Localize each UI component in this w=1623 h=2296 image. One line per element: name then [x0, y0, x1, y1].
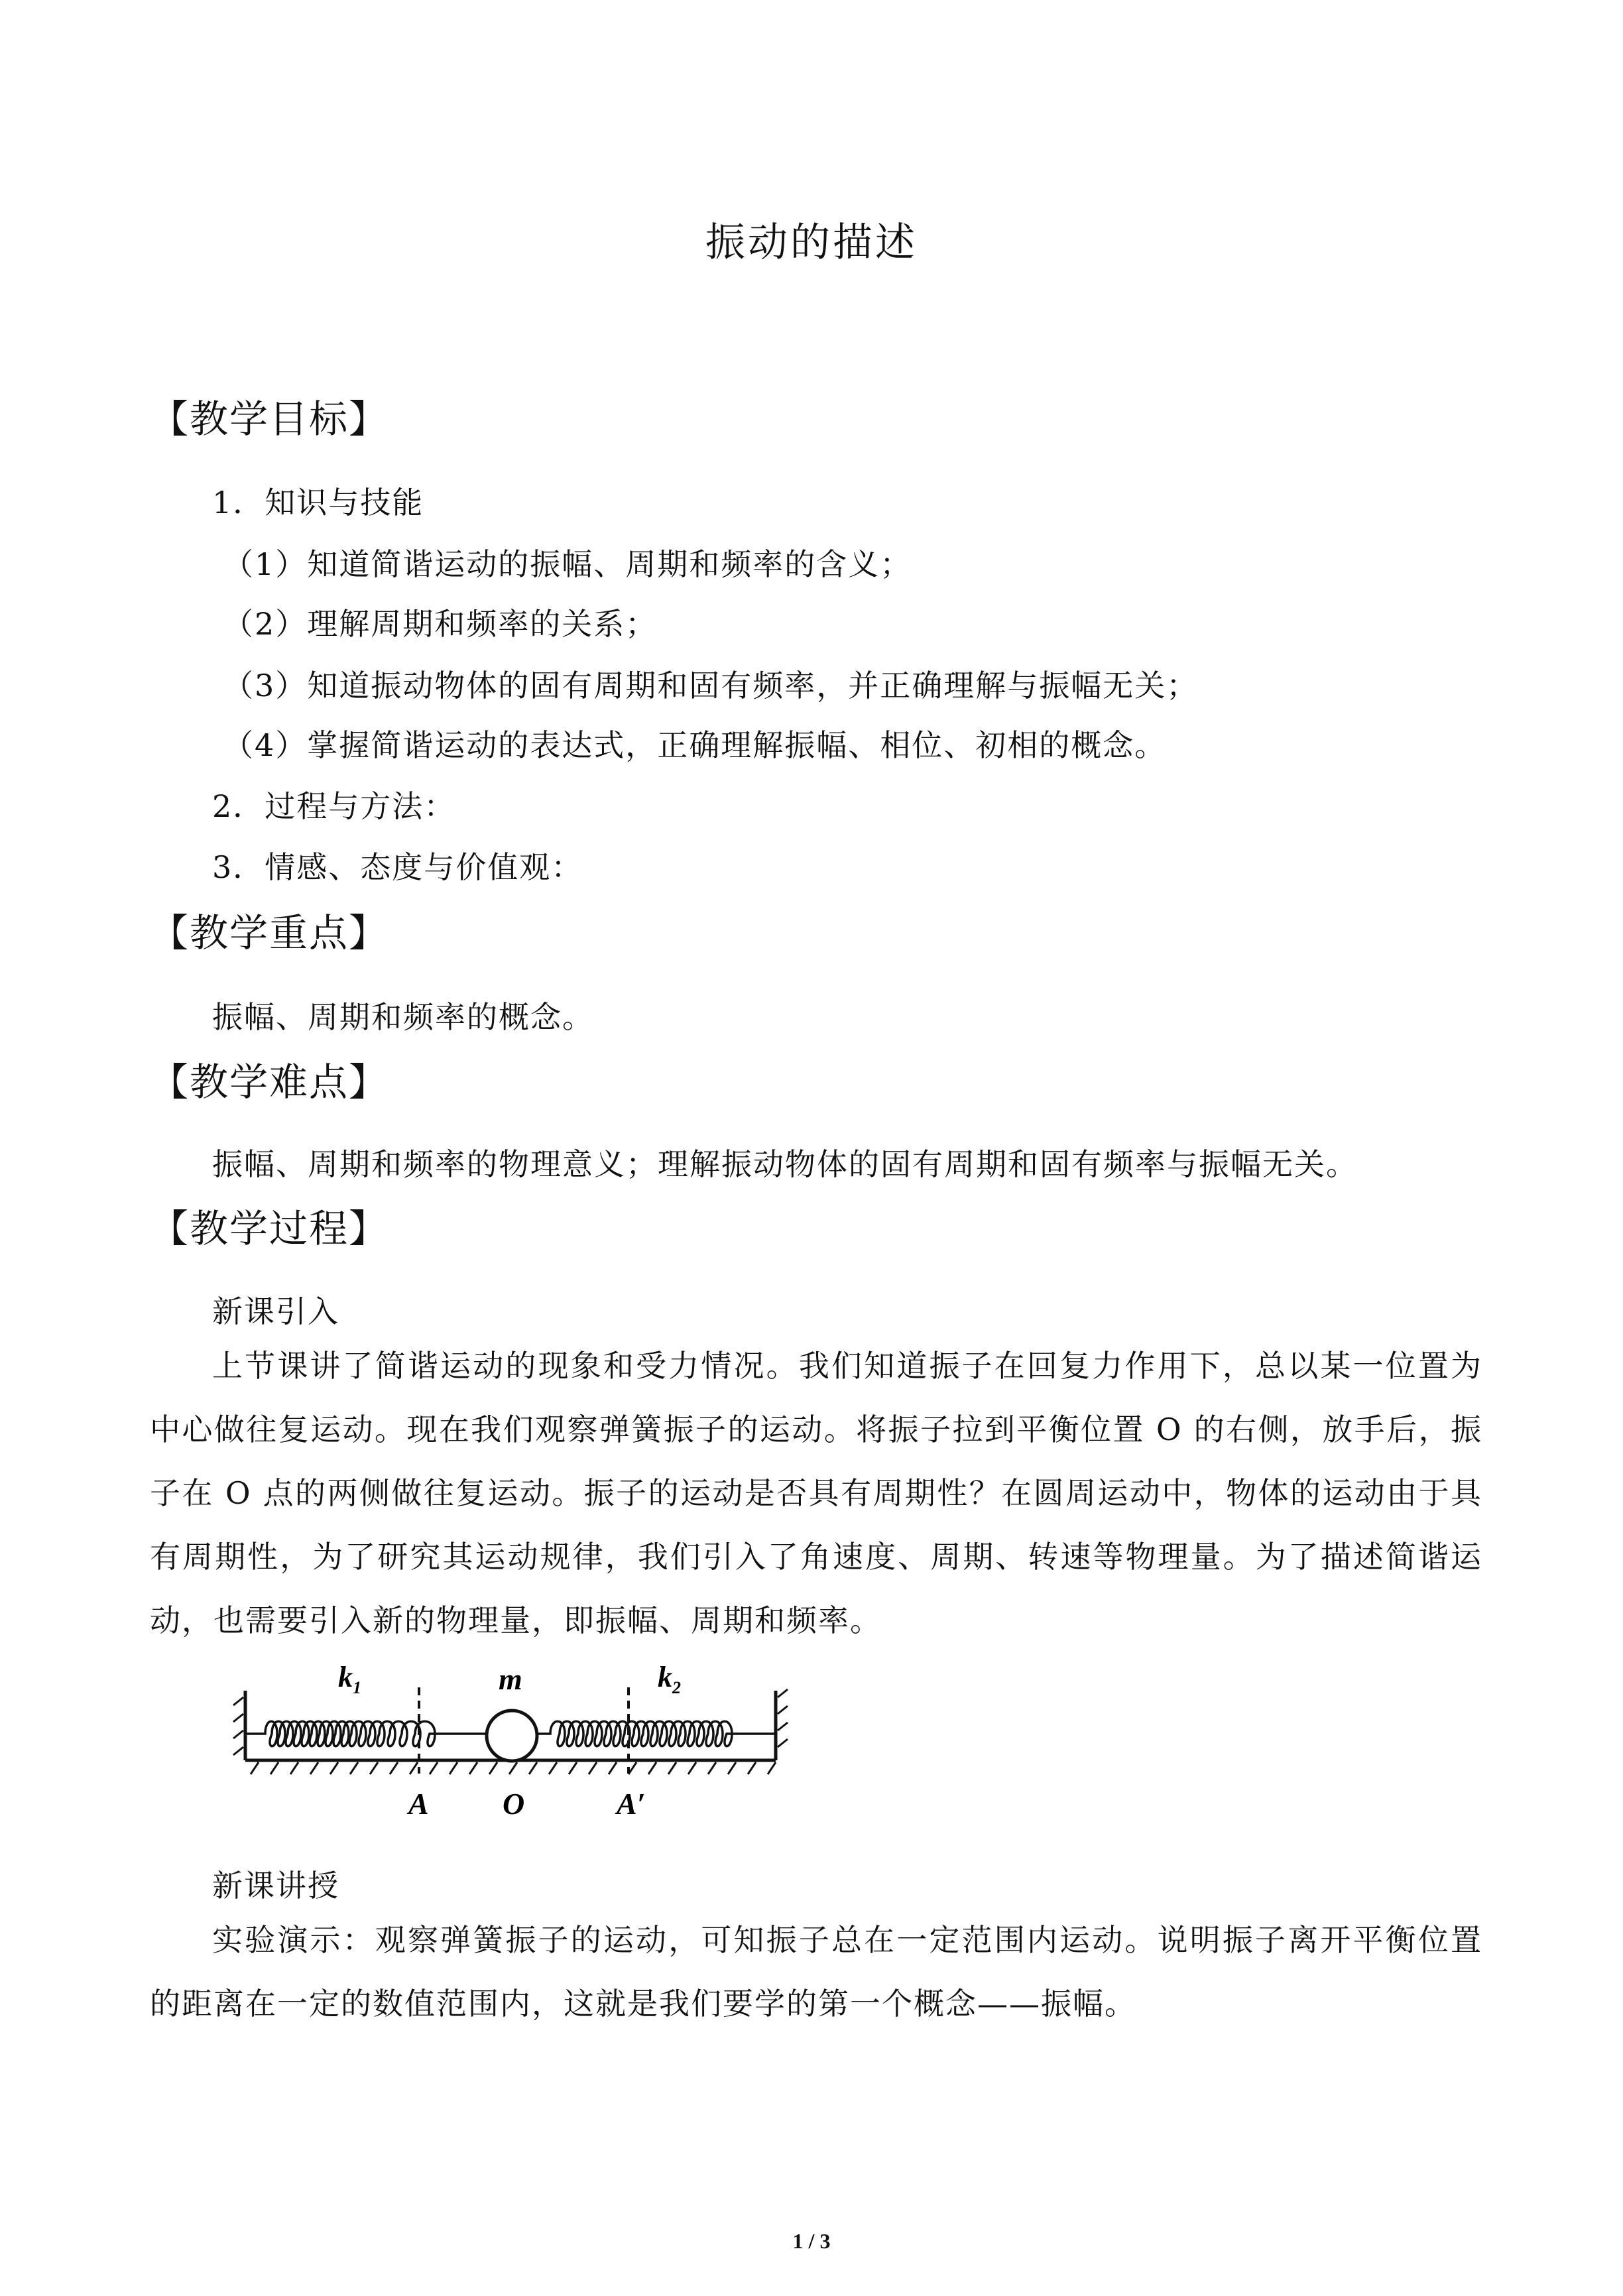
teach-label: 新课讲授	[212, 1868, 339, 1903]
objective-item-3: 3．情感、态度与价值观：	[212, 849, 583, 885]
objective-sub-1: （1）知道简谐运动的振幅、周期和频率的含义；	[223, 546, 912, 582]
spring-k2	[537, 1721, 776, 1746]
teach-paragraph: 实验演示：观察弹簧振子的运动，可知振子总在一定范围内运动。说明振子离开平衡位置的距离在一定的数值范围内，这就是我们要学的第一个概念——振幅。	[150, 1922, 1482, 2022]
right-wall-hatching	[778, 1689, 788, 1747]
objective-item-2: 2．过程与方法：	[212, 788, 456, 824]
label-k2: $k_2$	[658, 1661, 681, 1697]
spring-k1	[245, 1721, 485, 1746]
label-A: A	[408, 1787, 429, 1821]
heading-objectives: 【教学目标】	[150, 396, 389, 442]
page-number: 1 / 3	[792, 2229, 831, 2253]
label-O: O	[503, 1787, 525, 1821]
key-points-text: 振幅、周期和频率的概念。	[212, 999, 594, 1035]
floor-hatching	[251, 1762, 776, 1774]
label-m: m	[499, 1662, 522, 1696]
objective-item-1: 1．知识与技能	[212, 485, 424, 520]
objective-sub-4: （4）掌握简谐运动的表达式，正确理解振幅、相位、初相的概念。	[223, 727, 1167, 763]
objective-sub-3: （3）知道振动物体的固有周期和固有频率，并正确理解与振幅无关；	[223, 668, 1199, 703]
label-k1: $k_1$	[338, 1661, 361, 1697]
heading-process: 【教学过程】	[150, 1206, 389, 1251]
left-wall-hatching	[233, 1697, 243, 1755]
heading-key-points: 【教学重点】	[150, 910, 389, 955]
mass-ball	[487, 1711, 537, 1761]
difficulties-text: 振幅、周期和频率的物理意义；理解振动物体的固有周期和固有频率与振幅无关。	[212, 1146, 1358, 1182]
heading-difficulties: 【教学难点】	[150, 1059, 389, 1105]
spring-oscillator-figure	[219, 1651, 802, 1837]
label-A-prime: A′	[617, 1787, 646, 1821]
document-title: 振动的描述	[705, 219, 918, 266]
objective-sub-2: （2）理解周期和频率的关系；	[223, 606, 658, 642]
intro-label: 新课引入	[212, 1294, 339, 1329]
intro-paragraph: 上节课讲了简谐运动的现象和受力情况。我们知道振子在回复力作用下，总以某一位置为中心做往复运动。现在我们观察弹簧振子的运动。将振子拉到平衡位置 O 的右侧，放手后，振子在 O 点的两侧做往复运动。振子的运动是否具有周期性？在圆周运动中，物体的运动由于具有周期性，为了研究其运动规律，我们引入了角速度、周期、转速等物理量。为了描述简谐运动，也需要引入新的物理量，即振幅、周期和频率。	[150, 1348, 1482, 1638]
